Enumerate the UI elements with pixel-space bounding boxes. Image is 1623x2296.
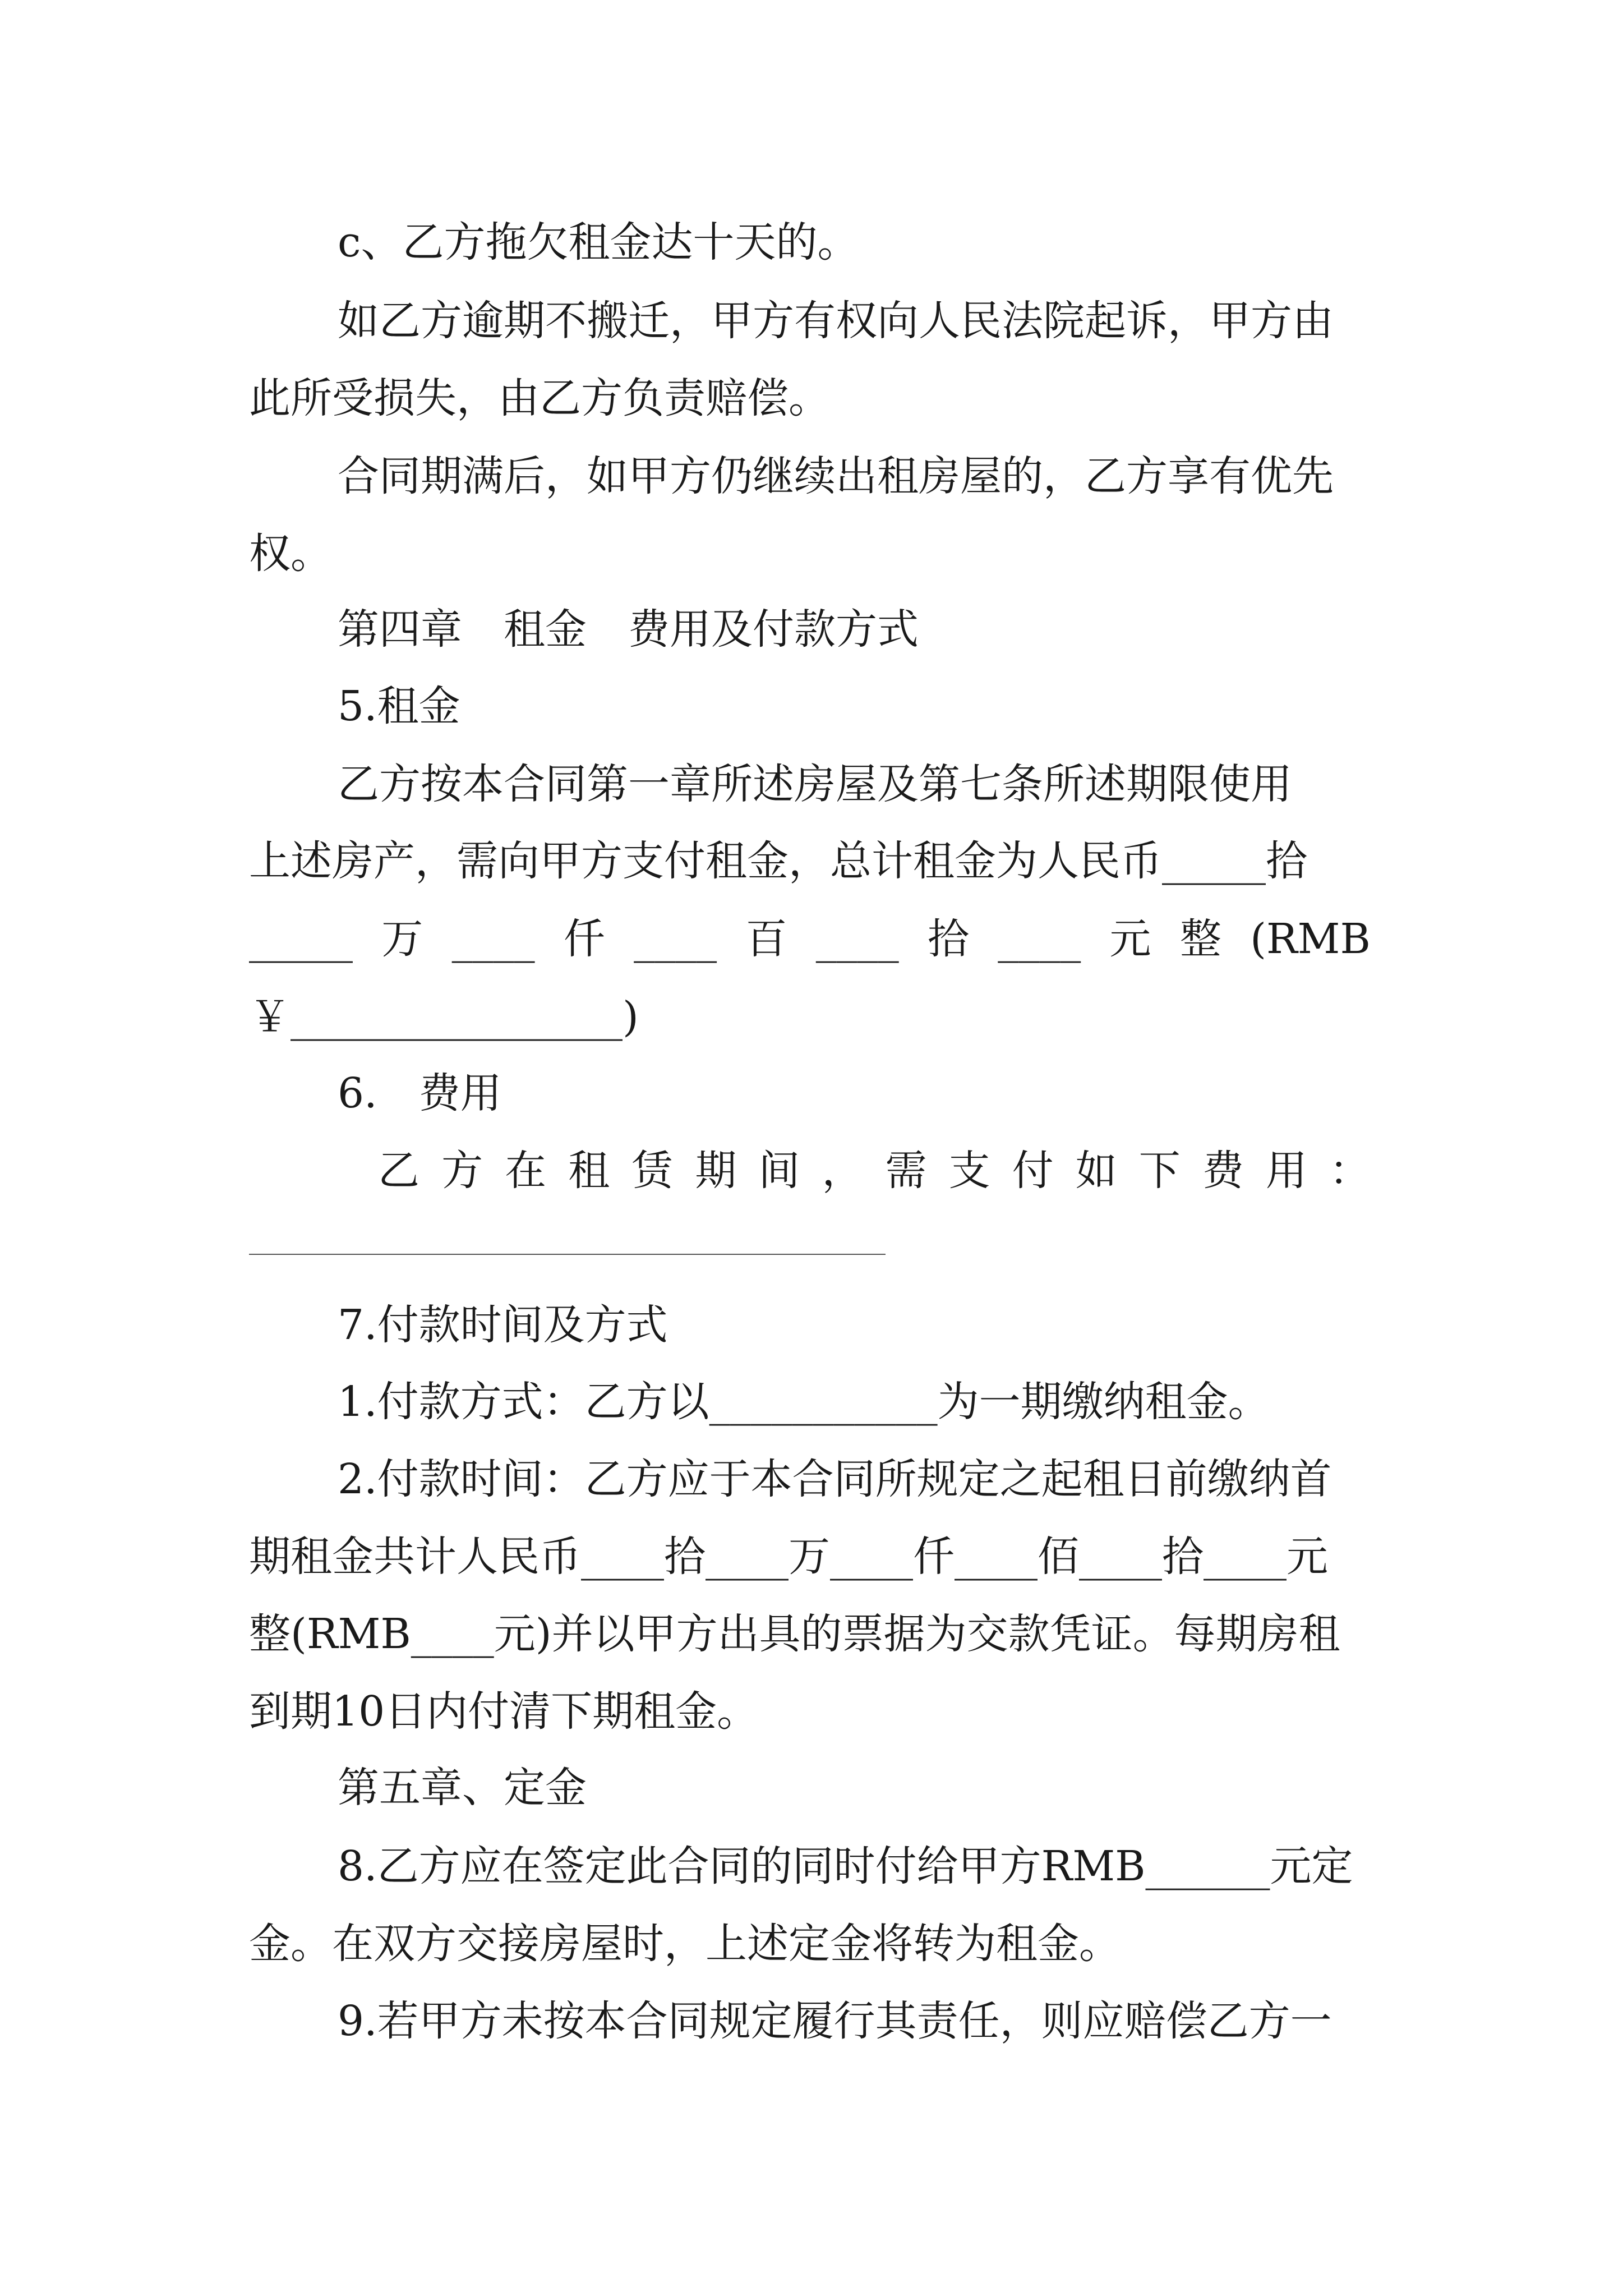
section-heading: 7.付款时间及方式 <box>338 1301 668 1349</box>
text-line: 期租金共计人民币____拾____万____仟____佰____拾____元 <box>249 1533 1328 1581</box>
char: 下 <box>1138 1147 1181 1195</box>
unit-label: 仟 <box>563 915 605 963</box>
text-line: 此所受损失，由乙方负责赔偿。 <box>249 374 830 422</box>
chapter-heading: 第四章 租金 费用及付款方式 <box>338 605 919 654</box>
text-line: 合同期满后，如甲方仍继续出租房屋的，乙方享有优先 <box>338 452 1334 500</box>
blank-field: _____ <box>249 915 353 963</box>
fill-in-line <box>249 1254 886 1255</box>
text-line: 金。在双方交接房屋时，上述定金将转为租金。 <box>249 1920 1121 1968</box>
text-line: 整(RMB____元)并以甲方出具的票据为交款凭证。每期房租 <box>249 1610 1340 1658</box>
text-line: 权。 <box>249 530 332 578</box>
unit-label: 元 <box>1109 915 1151 963</box>
text-line-justified <box>378 1147 1371 1195</box>
text-line: 2.付款时间：乙方应于本合同所规定之起租日前缴纳首 <box>338 1455 1332 1503</box>
chapter-heading: 第五章、定金 <box>338 1764 587 1812</box>
char: 需 <box>885 1147 927 1195</box>
blank-field: ____ <box>634 915 717 963</box>
text-line: 到期10日内付清下期租金。 <box>249 1687 759 1736</box>
text-line-justified <box>249 915 1371 963</box>
text-line: c、乙方拖欠租金达十天的。 <box>338 218 859 266</box>
char: 支 <box>948 1147 990 1195</box>
char: 赁 <box>631 1147 674 1195</box>
text-line: 9.若甲方未按本合同规定履行其责任，则应赔偿乙方一 <box>338 1997 1332 2045</box>
char: 付 <box>1012 1147 1054 1195</box>
unit-label: 万 <box>381 915 423 963</box>
text-line: 如乙方逾期不搬迁，甲方有权向人民法院起诉，甲方由 <box>338 297 1334 345</box>
char: 用 <box>1265 1147 1307 1195</box>
text-line: 8.乙方应在签定此合同的同时付给甲方RMB______元定 <box>338 1842 1353 1890</box>
char: ： <box>1329 1147 1371 1195</box>
text-line: ￥________________) <box>249 993 639 1041</box>
char: 期 <box>695 1147 737 1195</box>
blank-field: ____ <box>815 915 899 963</box>
char: 乙 <box>378 1147 419 1195</box>
char: 方 <box>441 1147 483 1195</box>
section-heading: 6. 费用 <box>338 1069 502 1117</box>
text-line: 上述房产，需向甲方支付租金，总计租金为人民币_____拾 <box>249 837 1307 885</box>
unit-label: 整 <box>1179 915 1221 963</box>
text-line: 1.付款方式：乙方以___________为一期缴纳租金。 <box>338 1378 1270 1426</box>
unit-label: 百 <box>745 915 787 963</box>
text-line: 乙方按本合同第一章所述房屋及第七条所述期限使用 <box>338 760 1292 808</box>
char: 如 <box>1075 1147 1117 1195</box>
char: 租 <box>568 1147 610 1195</box>
unit-label: 拾 <box>927 915 969 963</box>
char: 在 <box>505 1147 547 1195</box>
char: 费 <box>1202 1147 1244 1195</box>
char: ， <box>822 1147 864 1195</box>
currency-label: (RMB <box>1250 915 1371 963</box>
section-heading: 5.租金 <box>338 682 460 730</box>
blank-field: ____ <box>451 915 535 963</box>
char: 间 <box>758 1147 800 1195</box>
blank-field: ____ <box>998 915 1081 963</box>
